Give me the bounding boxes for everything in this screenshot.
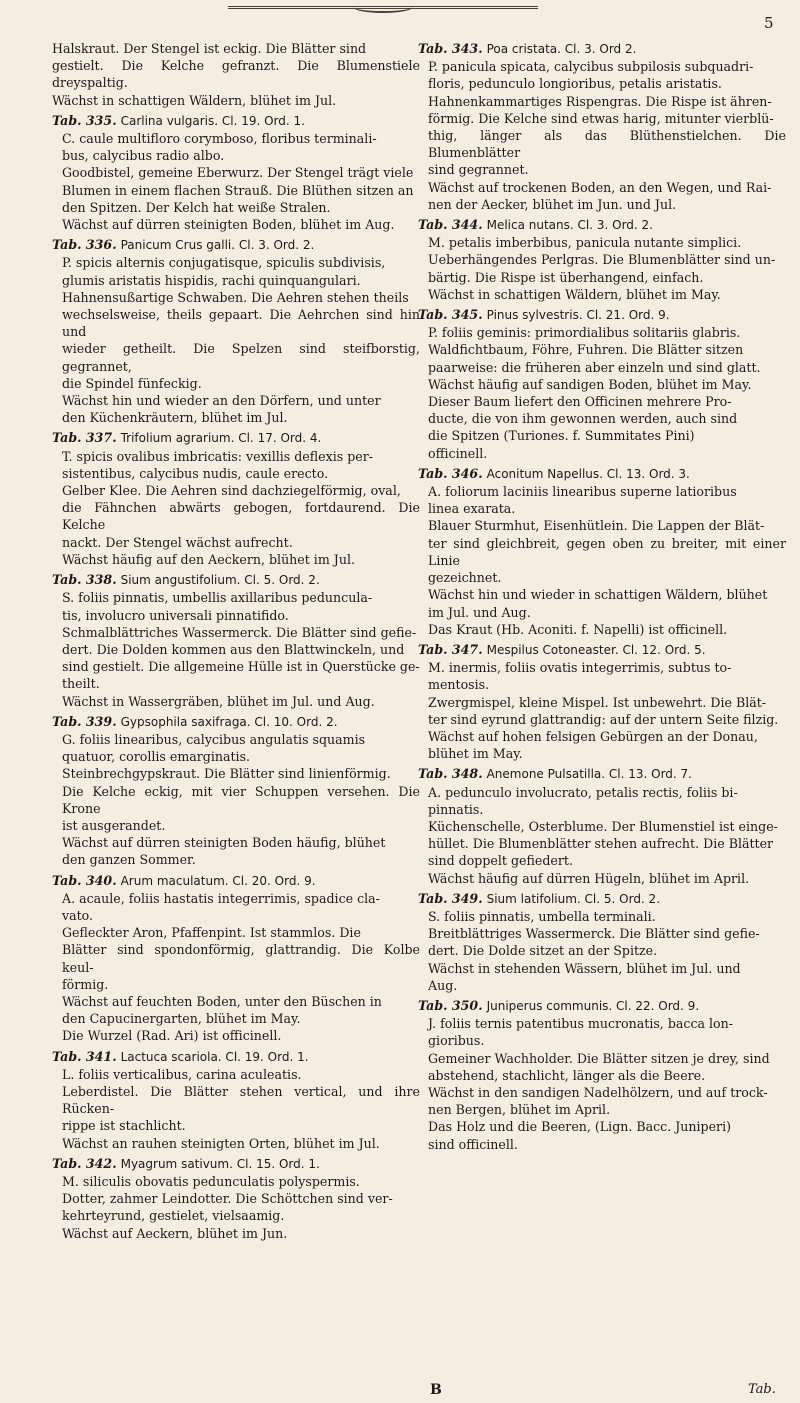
plant-entry <box>418 997 786 1153</box>
entry-line: Gelber Klee. Die Aehren sind dachziegelförmig, oval, <box>62 483 401 499</box>
species-name: Anemone Pulsatilla. Cl. 13. Ord. 7. <box>486 767 692 782</box>
tab-number: Tab. 345. <box>418 307 483 323</box>
entry-line: bus, calycibus radio albo. <box>62 148 225 164</box>
entry-line: Wächst auf dürren steinigten Boden, blühet im Aug. <box>62 217 395 233</box>
species-name: Poa cristata. Cl. 3. Ord 2. <box>486 42 637 56</box>
entry-line: M. inermis, foliis ovatis integerrimis, subtus to- <box>428 660 732 676</box>
entry-line: ter sind gleichbreit, gegen oben zu breiter, mit einer Linie <box>428 535 786 568</box>
entry-line: Die Wurzel (Rad. Ari) ist officinell. <box>62 1028 282 1044</box>
entry-line: Wächst in stehenden Wässern, blühet im Jul. und <box>428 960 741 976</box>
entry-line: sistentibus, calycibus nudis, caule erecto. <box>62 465 329 481</box>
page-number: 5 <box>764 14 774 32</box>
entry-line: sind officinell. <box>428 1136 518 1152</box>
entry-line: M. siliculis obovatis pedunculatis polyspermis. <box>62 1174 360 1189</box>
entry-line: vato. <box>62 907 94 923</box>
entry-line: wieder getheilt. Die Spelzen sind steifborstig, gegrannet, <box>62 341 420 374</box>
tab-number: Tab. 341. <box>52 1048 117 1064</box>
species-name: Trifolium agrarium. Cl. 17. Ord. 4. <box>120 431 322 446</box>
species-name: Arum maculatum. Cl. 20. Ord. 9. <box>120 873 316 888</box>
entry-line: die Spitzen (Turiones. f. Summitates Pini) <box>428 428 695 444</box>
entry-line: Aug. <box>428 977 458 993</box>
entry-line: glumis aristatis hispidis, rachi quinquangulari. <box>62 272 361 288</box>
entry-line: ter sind eyrund glattrandig: auf der untern Seite filzig. <box>428 711 779 727</box>
entry-line: pinnatis. <box>428 801 484 817</box>
tab-number: Tab. 340. <box>52 872 117 888</box>
plant-entry <box>418 306 786 462</box>
entry-line: Wächst häufig auf den Aeckern, blühet im Jul. <box>62 551 355 567</box>
plant-entry <box>418 216 786 303</box>
plant-entry <box>52 429 420 568</box>
entry-line: S. foliis pinnatis, umbellis axillaribus peduncula- <box>62 590 373 606</box>
species-name: Aconitum Napellus. Cl. 13. Ord. 3. <box>486 466 690 481</box>
entry-line: Breitblättriges Wassermerck. Die Blätter sind gefie- <box>428 926 760 942</box>
entry-line: A. acaule, foliis hastatis integerrimis, spadice cla- <box>62 890 380 906</box>
entry-line: Leberdistel. Die Blätter stehen vertical, und ihre Rücken- <box>62 1083 420 1117</box>
entry-line: sind gegrannet. <box>428 162 529 178</box>
species-name: Carlina vulgaris. Cl. 19. Ord. 1. <box>120 113 305 128</box>
entry-line: wechselsweise, theils gepaart. Die Aehrchen sind hin und <box>62 307 420 340</box>
entry-line: Das Holz und die Beeren, (Lign. Bacc. Juniperi) <box>428 1119 732 1135</box>
catchword: Tab. <box>748 1382 776 1397</box>
entry-line: gioribus. <box>428 1033 485 1049</box>
entry-line: floris, pedunculo longioribus, petalis aristatis. <box>428 76 722 92</box>
entry-line: M. petalis imberbibus, panicula nutante simplici. <box>428 235 742 251</box>
entry-line: Hahnenkammartiges Rispengras. Die Rispe ist ähren- <box>428 93 772 109</box>
tab-number: Tab. 349. <box>418 890 483 906</box>
entry-line: T. spicis ovalibus imbricatis: vexillis deflexis per- <box>62 448 373 464</box>
plant-entry <box>418 40 786 213</box>
species-name: Mespilus Cotoneaster. Cl. 12. Ord. 5. <box>486 642 706 657</box>
plant-entry <box>418 765 786 886</box>
entry-line: theilt. <box>62 676 100 692</box>
entry-line: die Fähnchen abwärts gebogen, fortdaurend. Die Kelche <box>62 500 420 533</box>
entry-line: officinell. <box>428 445 488 461</box>
entry-line: A. pedunculo involucrato, petalis rectis, foliis bi- <box>428 784 738 800</box>
entry-line: Wächst in schattigen Wäldern, blühet im Jul. <box>52 92 337 108</box>
entry-line: im Jul. und Aug. <box>428 604 531 620</box>
entry-line: J. foliis ternis patentibus mucronatis, bacca lon- <box>428 1016 733 1032</box>
plant-entry <box>52 112 420 233</box>
species-name: Melica nutans. Cl. 3. Ord. 2. <box>486 218 653 233</box>
entry-line: Steinbrechgypskraut. Die Blätter sind linienförmig. <box>62 766 391 782</box>
entry-line: kehrteyrund, gestielet, vielsaamig. <box>62 1208 285 1224</box>
entry-line: Goodbistel, gemeine Eberwurz. Der Stengel trägt viele <box>62 165 414 181</box>
plant-entry <box>418 641 786 762</box>
entry-line: den ganzen Sommer. <box>62 852 196 868</box>
entry-line: Küchenschelle, Osterblume. Der Blumenstiel ist einge- <box>428 818 778 834</box>
plant-entry <box>52 713 420 869</box>
entry-line: thig, länger als das Blüthenstielchen. Die Blumenblätter <box>428 128 786 161</box>
entry-line: Wächst hin und wieder an den Dörfern, und unter <box>62 393 381 409</box>
tab-number: Tab. 335. <box>52 112 117 128</box>
entry-line: P. panicula spicata, calycibus subpilosis subquadri- <box>428 59 754 75</box>
tab-number: Tab. 343. <box>418 41 483 56</box>
species-name: Sium latifolium. Cl. 5. Ord. 2. <box>486 891 661 906</box>
tab-number: Tab. 338. <box>52 572 117 588</box>
plant-entry <box>52 1048 420 1152</box>
entry-line: rippe ist stachlicht. <box>62 1118 186 1134</box>
entry-line: Wächst häufig auf dürren Hügeln, blühet im April. <box>428 870 750 886</box>
tab-number: Tab. 344. <box>418 217 483 233</box>
entry-line: Ueberhängendes Perlgras. Die Blumenblätter sind un- <box>428 252 776 268</box>
entry-line: tis, involucro universali pinnatifido. <box>62 607 289 623</box>
entry-line: Wächst in Wassergräben, blühet im Jul. und Aug. <box>62 693 375 709</box>
entry-line: Das Kraut (Hb. Aconiti. f. Napelli) ist officinell. <box>428 621 728 637</box>
entry-line: Wächst an rauhen steinigten Orten, blühet im Jul. <box>62 1135 380 1151</box>
entry-line: S. foliis pinnatis, umbella terminali. <box>428 908 656 924</box>
entry-line: A. foliorum laciniis linearibus superne latioribus <box>428 484 737 500</box>
entry-line: linea exarata. <box>428 501 516 517</box>
plant-entry <box>52 40 420 109</box>
entry-line: Zwergmispel, kleine Mispel. Ist unbewehrt. Die Blät- <box>428 694 767 710</box>
tab-number: Tab. 350. <box>418 997 483 1013</box>
entry-line: P. spicis alternis conjugatisque, spiculis subdivisis, <box>62 255 386 271</box>
plant-entry <box>418 465 786 638</box>
entry-line: ist ausgerandet. <box>62 817 166 833</box>
entry-line: mentosis. <box>428 677 490 693</box>
entry-line: gezeichnet. <box>428 570 502 586</box>
entry-line: abstehend, stachlicht, länger als die Beere. <box>428 1067 706 1083</box>
entry-line: Wächst in schattigen Wäldern, blühet im May. <box>428 286 721 302</box>
entry-line: dert. Die Dolde sitzet an der Spitze. <box>428 943 658 959</box>
entry-line: Schmalblättriches Wassermerck. Die Blätter sind gefie- <box>62 624 417 640</box>
signature-mark: B <box>430 1382 442 1398</box>
entry-line: Blätter sind spondonförmig, glattrandig. Die Kolbe keul- <box>62 942 420 975</box>
species-name: Pinus sylvestris. Cl. 21. Ord. 9. <box>486 308 670 323</box>
entry-line: sind doppelt gefiedert. <box>428 853 573 869</box>
entry-line: Wächst häufig auf sandigen Boden, blühet im May. <box>428 376 752 392</box>
tab-number: Tab. 348. <box>418 766 483 782</box>
entry-line: Dotter, zahmer Leindotter. Die Schöttchen sind ver- <box>62 1191 393 1207</box>
entry-line: bärtig. Die Rispe ist überhangend, einfach. <box>428 269 704 285</box>
entry-line: hüllet. Die Blumenblätter stehen aufrecht. Die Blätter <box>428 836 774 852</box>
entry-line: sind gestielt. Die allgemeine Hülle ist in Querstücke ge- <box>62 659 420 675</box>
plant-entry <box>52 236 420 426</box>
entry-line: gestielt. Die Kelche gefranzt. Die Blumenstiele dreyspaltig. <box>52 58 420 91</box>
plant-entry <box>52 872 420 1045</box>
entry-line: L. foliis verticalibus, carina aculeatis. <box>62 1066 302 1082</box>
left-column <box>52 40 420 1245</box>
entry-line: Blauer Sturmhut, Eisenhütlein. Die Lappen der Blät- <box>428 518 765 534</box>
entry-line: Dieser Baum liefert den Officinen mehrere Pro- <box>428 394 732 410</box>
entry-line: förmig. Die Kelche sind etwas harig, mitunter vierblü- <box>428 110 774 126</box>
species-name: Myagrum sativum. Cl. 15. Ord. 1. <box>120 1156 320 1171</box>
tab-number: Tab. 347. <box>418 641 483 657</box>
tab-number: Tab. 342. <box>52 1155 117 1171</box>
species-name: Sium angustifolium. Cl. 5. Ord. 2. <box>120 573 320 588</box>
entry-line: blühet im May. <box>428 746 523 762</box>
entry-line: Die Kelche eckig, mit vier Schuppen versehen. Die Krone <box>62 783 420 816</box>
entry-line: dert. Die Dolden kommen aus den Blattwinckeln, und <box>62 641 405 657</box>
entry-line: Gemeiner Wachholder. Die Blätter sitzen je drey, sind <box>428 1050 770 1066</box>
entry-line: Wächst auf trockenen Boden, an den Wegen, und Rai- <box>428 179 772 195</box>
entry-line: C. caule multifloro corymboso, floribus terminali- <box>62 131 377 147</box>
ornament-rule <box>228 6 538 21</box>
entry-line: den Capucinergarten, blühet im May. <box>62 1011 301 1027</box>
entry-line: Wächst in den sandigen Nadelhölzern, und auf trock- <box>428 1084 768 1100</box>
entry-line: Wächst hin und wieder in schattigen Wäldern, blühet <box>428 587 768 603</box>
entry-line: Halskraut. Der Stengel ist eckig. Die Blätter sind <box>52 41 367 56</box>
plant-entry <box>418 890 786 994</box>
right-column <box>418 40 786 1156</box>
entry-line: Hahnensußartige Schwaben. Die Aehren stehen theils <box>62 289 409 305</box>
entry-line: nackt. Der Stengel wächst aufrecht. <box>62 534 293 550</box>
entry-line: den Spitzen. Der Kelch hat weiße Stralen. <box>62 199 331 215</box>
tab-number: Tab. 336. <box>52 237 117 253</box>
tab-number: Tab. 337. <box>52 430 117 446</box>
species-name: Gypsophila saxifraga. Cl. 10. Ord. 2. <box>120 714 338 729</box>
species-name: Panicum Crus galli. Cl. 3. Ord. 2. <box>120 238 315 253</box>
entry-line: P. foliis geminis: primordialibus solitariis glabris. <box>428 325 741 341</box>
plant-entry <box>52 571 420 710</box>
entry-line: ducte, die von ihm gewonnen werden, auch sind <box>428 411 738 427</box>
species-name: Juniperus communis. Cl. 22. Ord. 9. <box>486 998 700 1013</box>
entry-line: Wächst auf Aeckern, blühet im Jun. <box>62 1225 288 1241</box>
entry-line: G. foliis linearibus, calycibus angulatis squamis <box>62 731 366 747</box>
tab-number: Tab. 346. <box>418 465 483 481</box>
entry-line: Gefleckter Aron, Pfaffenpint. Ist stammlos. Die <box>62 925 361 941</box>
entry-line: Waldfichtbaum, Föhre, Fuhren. Die Blätter sitzen <box>428 342 744 358</box>
entry-line: förmig. <box>62 976 109 992</box>
tab-number: Tab. 339. <box>52 713 117 729</box>
entry-line: Wächst auf feuchten Boden, unter den Büschen in <box>62 993 382 1009</box>
entry-line: quatuor, corollis emarginatis. <box>62 749 251 765</box>
species-name: Lactuca scariola. Cl. 19. Ord. 1. <box>120 1049 309 1064</box>
entry-line: paarweise: die früheren aber einzeln und sind glatt. <box>428 359 761 375</box>
entry-line: nen der Aecker, blühet im Jun. und Jul. <box>428 196 677 212</box>
entry-line: den Küchenkräutern, blühet im Jul. <box>62 410 288 426</box>
entry-line: Wächst auf dürren steinigten Boden häufig, blühet <box>62 835 386 851</box>
entry-line: Wächst auf hohen felsigen Gebürgen an der Donau, <box>428 728 758 744</box>
entry-line: die Spindel fünfeckig. <box>62 375 202 391</box>
plant-entry <box>52 1155 420 1242</box>
entry-line: Blumen in einem flachen Strauß. Die Blüthen sitzen an <box>62 182 414 198</box>
entry-line: nen Bergen, blühet im April. <box>428 1102 611 1118</box>
